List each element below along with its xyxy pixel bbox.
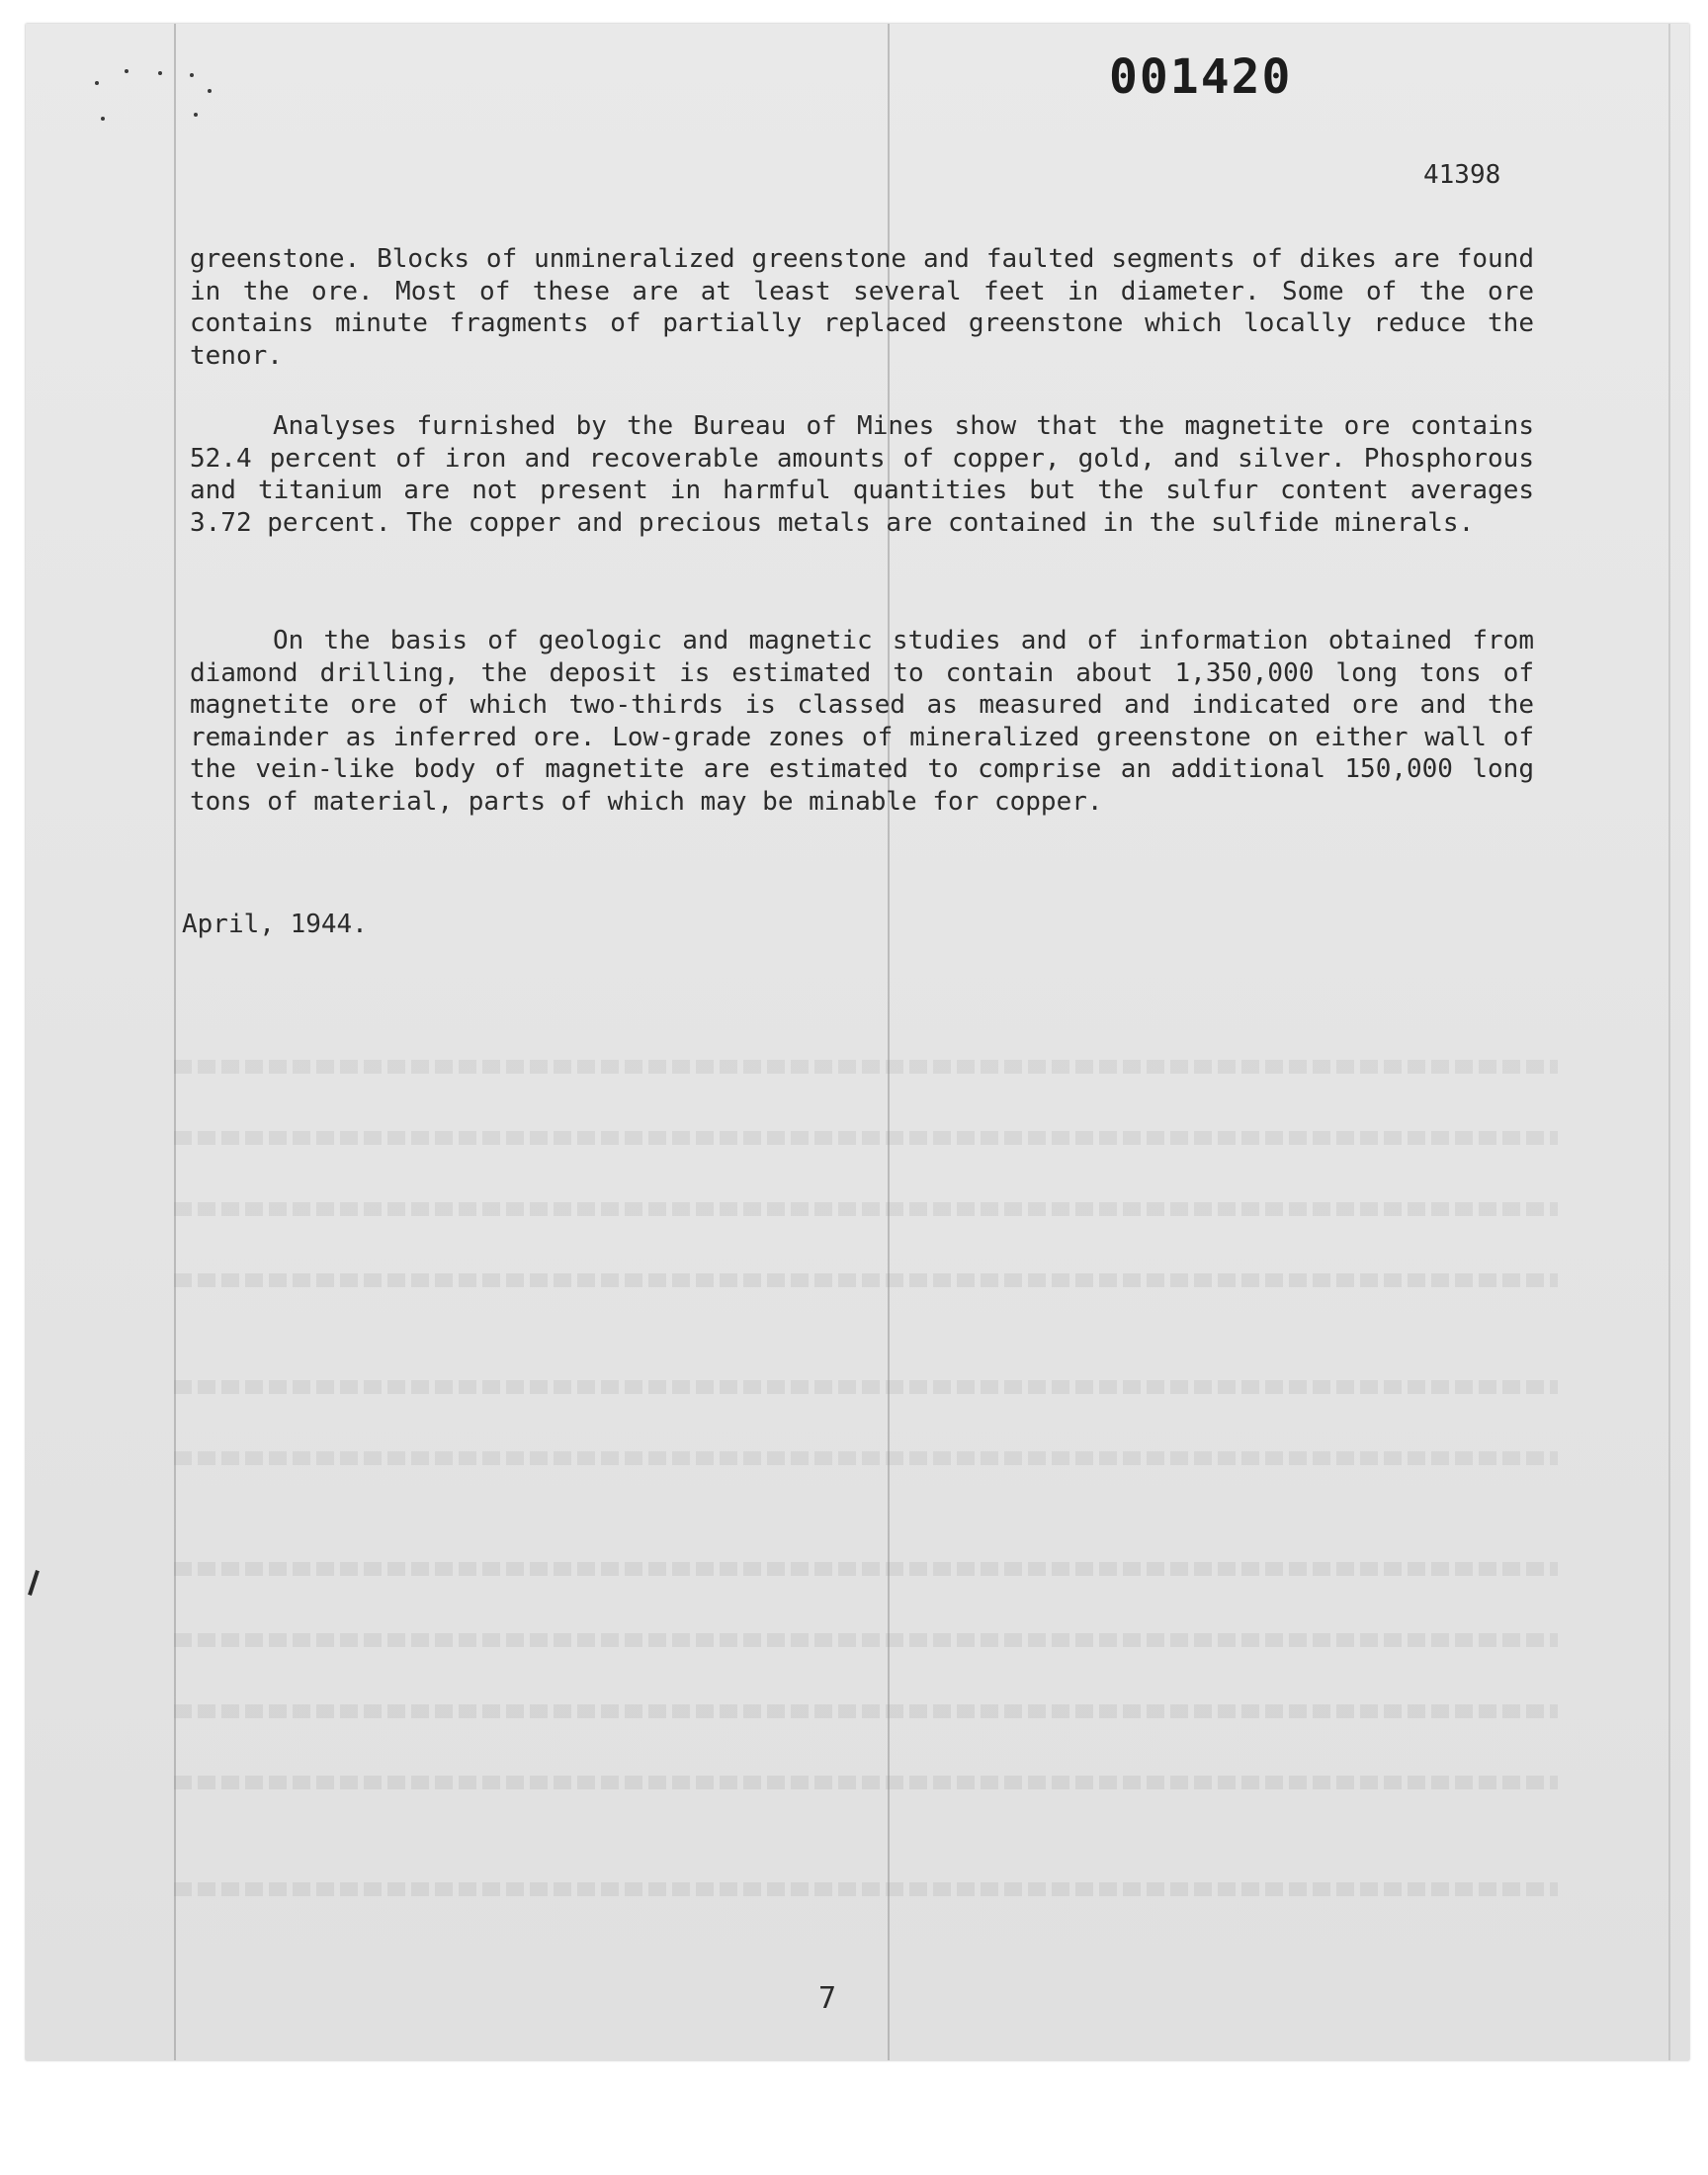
ink-speck — [158, 71, 162, 75]
ink-speck — [125, 69, 128, 73]
ink-speck — [101, 117, 105, 121]
fold-line-right — [1668, 24, 1670, 2060]
bleed-through-text — [174, 1704, 1558, 1718]
bleed-through-text — [174, 1562, 1558, 1576]
bleed-through-text — [174, 1060, 1558, 1074]
bleed-through-text — [174, 1380, 1558, 1394]
paragraph: Analyses furnished by the Bureau of Mines show that the magnetite ore contains 52.4 percent of iron and recoverable amounts of copper, gold, and silver. Phosphorous and titanium are not present in harmful quantities but the sulfur content averages 3.72 percent. The copper and precious metals are contained in the sulfide minerals. — [190, 411, 1534, 538]
ink-speck — [208, 89, 212, 93]
bleed-through-text — [174, 1776, 1558, 1789]
fold-line-left — [174, 24, 176, 2060]
paragraph: On the basis of geologic and magnetic studies and of information obtained from diamond drilling, the deposit is estimated to contain about 1,350,000 long tons of magnetite ore of which two-thirds is classed as measured and indicated ore and the remainder as inferred ore. Low-grade zones of mineralized greenstone on either wall of the vein-like body of magnetite are estimated to comprise an additional 150,000 long tons of material, parts of which may be minable for copper. — [190, 626, 1534, 817]
ink-speck — [190, 73, 194, 77]
ink-speck — [95, 81, 99, 85]
bleed-through-text — [174, 1273, 1558, 1287]
stamp-number: 001420 — [1109, 49, 1293, 105]
page-code: 41398 — [1423, 160, 1501, 190]
paragraph: greenstone. Blocks of unmineralized greenstone and faulted segments of dikes are found in the ore. Most of these are at least several feet in diameter. Some of the ore contains minute fragments of partially replaced greenstone which locally reduce the tenor. — [190, 244, 1534, 371]
ink-speck — [194, 113, 198, 117]
bleed-through-text — [174, 1633, 1558, 1647]
bleed-through-text — [174, 1882, 1558, 1896]
bleed-through-text — [174, 1131, 1558, 1145]
bleed-through-text — [174, 1451, 1558, 1465]
bleed-through-text — [174, 1202, 1558, 1216]
document-date: April, 1944. — [182, 910, 368, 939]
page-number: 7 — [818, 1981, 837, 2016]
